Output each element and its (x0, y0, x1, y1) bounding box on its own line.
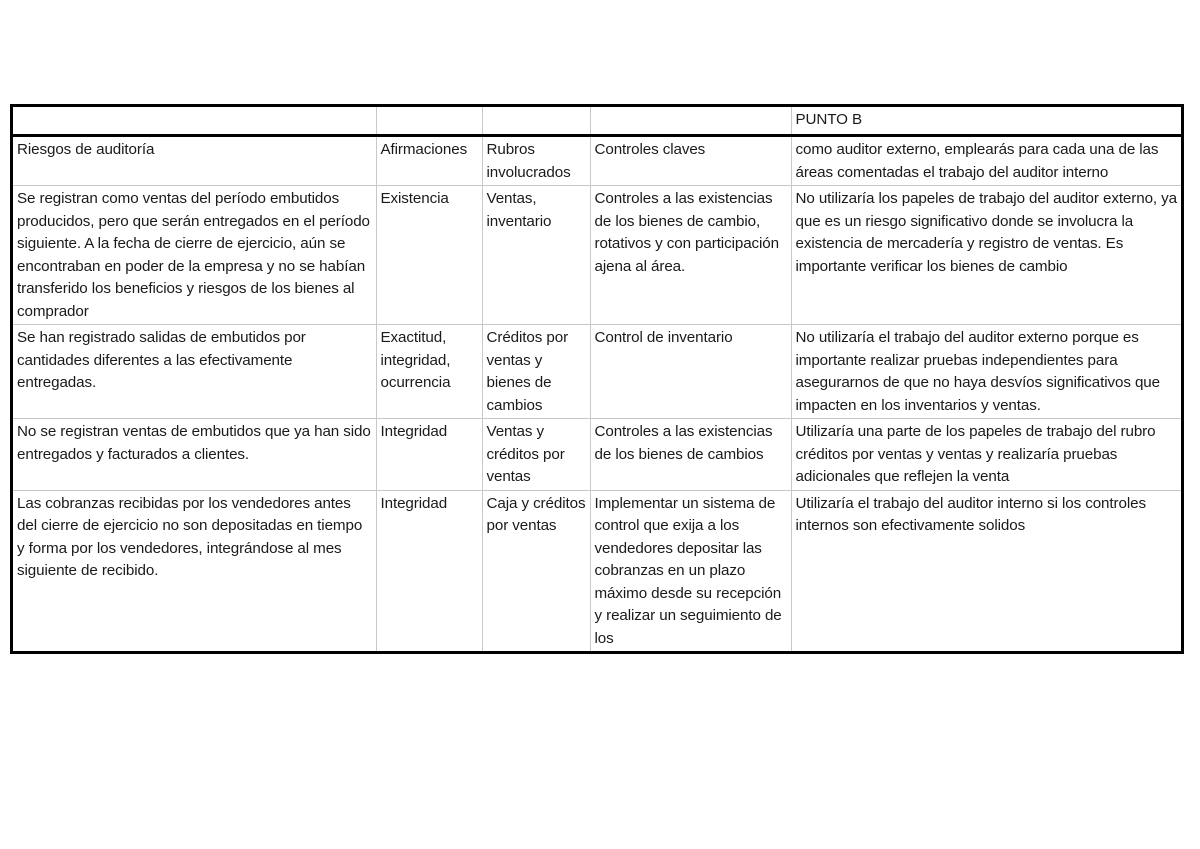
table-top-row (13, 107, 1181, 136)
table-cell: Utilizaría una parte de los papeles de trabajo del rubro créditos por ventas y ventas y realizaría pruebas adicionales que reflejen la venta (791, 419, 1181, 491)
table-cell: Implementar un sistema de control que exija a los vendedores depositar las cobranzas en un plazo máximo desde su recepción y realizar un seguimiento de los (590, 490, 791, 651)
table-cell: Controles a las existencias de los bienes de cambio, rotativos y con participación ajena al área. (590, 186, 791, 325)
table-row (13, 186, 1181, 325)
punto-b-heading: PUNTO B (791, 107, 1181, 136)
table-cell: Integridad (376, 490, 482, 651)
table-cell: Caja y créditos por ventas (482, 490, 590, 651)
table-cell (13, 107, 376, 136)
table-cell: Se han registrado salidas de embutidos por cantidades diferentes a las efectivamente entregadas. (13, 325, 376, 419)
table-cell (590, 107, 791, 136)
audit-risk-table-container (10, 104, 1184, 654)
table-cell: Exactitud, integridad, ocurrencia (376, 325, 482, 419)
table-row (13, 490, 1181, 651)
table-cell: No utilizaría el trabajo del auditor externo porque es importante realizar pruebas independientes para asegurarnos de que no haya desvíos significativos que impacten en los inventarios y ventas. (791, 325, 1181, 419)
column-header-punto-b: como auditor externo, emplearás para cada una de las áreas comentadas el trabajo del auditor interno (791, 136, 1181, 186)
table-cell (482, 107, 590, 136)
table-cell: Ventas y créditos por ventas (482, 419, 590, 491)
table-cell (376, 107, 482, 136)
column-header-riesgos: Riesgos de auditoría (13, 136, 376, 186)
table-row (13, 419, 1181, 491)
column-header-afirmaciones: Afirmaciones (376, 136, 482, 186)
table-row (13, 325, 1181, 419)
table-cell: Integridad (376, 419, 482, 491)
audit-risk-table (13, 107, 1181, 651)
table-cell: Créditos por ventas y bienes de cambios (482, 325, 590, 419)
table-cell: Existencia (376, 186, 482, 325)
table-cell: No se registran ventas de embutidos que ya han sido entregados y facturados a clientes. (13, 419, 376, 491)
table-cell: Las cobranzas recibidas por los vendedores antes del cierre de ejercicio no son depositadas en tiempo y forma por los vendedores, integrándose al mes siguiente de recibido. (13, 490, 376, 651)
table-header-row (13, 136, 1181, 186)
table-cell: Se registran como ventas del período embutidos producidos, pero que serán entregados en el período siguiente. A la fecha de cierre de ejercicio, aún se encontraban en poder de la empresa y no se habían transferido los beneficios y riesgos de los bienes al comprador (13, 186, 376, 325)
table-cell: Utilizaría el trabajo del auditor interno si los controles internos son efectivamente solidos (791, 490, 1181, 651)
column-header-rubros: Rubros involucrados (482, 136, 590, 186)
table-cell: Ventas, inventario (482, 186, 590, 325)
column-header-controles: Controles claves (590, 136, 791, 186)
table-cell: No utilizaría los papeles de trabajo del auditor externo, ya que es un riesgo significativo donde se involucra la existencia de mercadería y registro de ventas. Es importante verificar los bienes de cambio (791, 186, 1181, 325)
table-cell: Control de inventario (590, 325, 791, 419)
table-cell: Controles a las existencias de los bienes de cambios (590, 419, 791, 491)
